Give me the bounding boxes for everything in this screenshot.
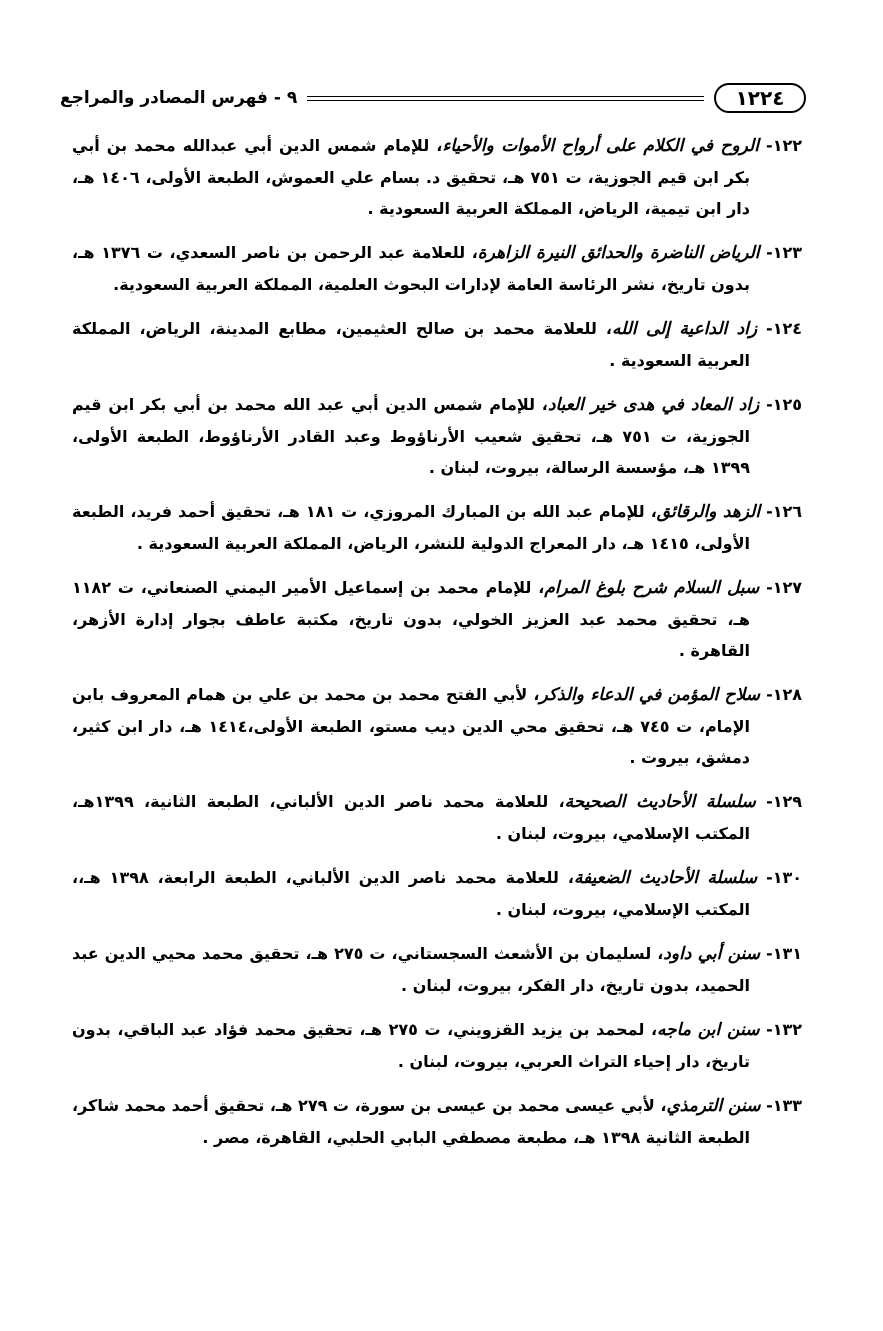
entry-number: ١٢٤- — [766, 319, 802, 338]
entry-number: ١٣١- — [766, 944, 802, 963]
page-header — [60, 80, 806, 116]
reference-entry — [72, 237, 802, 300]
entry-text: ، لسليمان بن الأشعث السجستاني، ت ٢٧٥ هـ، تحقيق محمد محيي الدين عبد الحميد، بدون تاريخ، دار الفكر، بيروت، لبنان . — [72, 944, 750, 995]
reference-entry — [72, 572, 802, 666]
reference-entry — [72, 389, 802, 483]
section-title: ٩ - فهرس المصادر والمراجع — [60, 88, 298, 108]
entry-title: سبل السلام شرح بلوغ المرام — [544, 578, 760, 598]
entry-title: الروح في الكلام على أرواح الأموات والأحياء — [442, 136, 759, 156]
entry-text: ، للإمام عبد الله بن المبارك المروزي، ت ١٨١ هـ، تحقيق أحمد فريد، الطبعة الأولى، ١٤١٥ هـ، دار المعراج الدولية للنشر، الرياض، المملكة العربية السعودية . — [72, 502, 750, 553]
reference-entry — [72, 1090, 802, 1153]
entry-text: ، للعلامة محمد ناصر الدين الألباني، الطبعة الثانية، ١٣٩٩هـ، المكتب الإسلامي، بيروت، لبنان . — [72, 792, 750, 843]
entry-number: ١٢٣- — [766, 243, 803, 262]
entry-number: ١٢٢- — [766, 136, 802, 155]
entry-title: سلسلة الأحاديث الضعيفة — [573, 868, 758, 888]
entry-number: ١٢٥- — [766, 395, 802, 414]
entry-title: سلاح المؤمن في الدعاء والذكر — [539, 685, 760, 705]
entry-title: الرياض الناضرة والحدائق النيرة الزاهرة — [477, 243, 760, 263]
entry-text: ، لأبي عيسى محمد بن عيسى بن سورة، ت ٢٧٩ هـ، تحقيق أحمد محمد شاكر، الطبعة الثانية ١٣٩٨ هـ، مطبعة مصطفي البابي الحلبي، القاهرة، مصر . — [72, 1096, 750, 1147]
entry-text: ، لأبي الفتح محمد بن محمد بن علي بن همام المعروف بابن الإمام، ت ٧٤٥ هـ، تحقيق محي الدين ديب مستو، الطبعة الأولى،١٤١٤ هـ، دار ابن كثير، دمشق، بيروت . — [72, 685, 750, 767]
reference-entry — [72, 786, 802, 849]
reference-entry — [72, 1014, 802, 1077]
entry-title: زاد المعاد في هدى خير العباد — [547, 395, 760, 415]
entry-title: سنن أبي داود — [663, 944, 761, 964]
entry-number: ١٢٩- — [766, 792, 803, 811]
entry-number: ١٢٧- — [766, 578, 802, 597]
entry-text: ، للعلامة محمد بن صالح العثيمين، مطابع المدينة، الرياض، المملكة العربية السعودية . — [72, 319, 750, 370]
entry-number: ١٢٦- — [766, 502, 803, 521]
entry-title: الزهد والرقائق — [656, 502, 761, 522]
reference-entry — [72, 679, 802, 773]
entry-title: سنن الترمذي — [666, 1096, 761, 1116]
reference-list — [72, 130, 802, 1166]
entry-title: سنن ابن ماجه — [657, 1020, 760, 1040]
reference-entry — [72, 130, 802, 224]
entry-text: ، لمحمد بن يزيد القزويني، ت ٢٧٥ هـ، تحقيق محمد فؤاد عبد الباقي، بدون تاريخ، دار إحياء التراث العربي، بيروت، لبنان . — [72, 1020, 750, 1071]
entry-number: ١٣٣- — [766, 1096, 802, 1115]
reference-entry — [72, 862, 802, 925]
page-number: ١٢٢٤ — [714, 83, 806, 113]
header-rule — [307, 96, 704, 101]
reference-entry — [72, 496, 802, 559]
entry-title: سلسلة الأحاديث الصحيحة — [564, 792, 756, 812]
entry-title: زاد الداعية إلى الله — [611, 319, 758, 339]
reference-entry — [72, 938, 802, 1001]
reference-entry — [72, 313, 802, 376]
entry-text: ، للإمام شمس الدين أبي عبد الله محمد بن أبي بكر ابن قيم الجوزية، ت ٧٥١ هـ، تحقيق شعيب الأرناؤوط وعبد القادر الأرناؤوط، الطبعة الأولى، ١٣٩٩ هـ، مؤسسة الرسالة، بيروت، لبنان . — [72, 395, 750, 477]
entry-text: ، للعلامة عبد الرحمن بن ناصر السعدي، ت ١٣٧٦ هـ، بدون تاريخ، نشر الرئاسة العامة لإدارات البحوث العلمية، المملكة العربية السعودية. — [72, 243, 750, 294]
entry-text: ، للإمام محمد بن إسماعيل الأمير اليمني الصنعاني، ت ١١٨٢ هـ، تحقيق محمد عبد العزيز الخولي، بدون تاريخ، مكتبة عاطف بجوار إدارة الأزهر، القاهرة . — [72, 578, 750, 660]
entry-number: ١٣٢- — [766, 1020, 802, 1039]
entry-number: ١٣٠- — [766, 868, 802, 887]
entry-text: ، للعلامة محمد ناصر الدين الألباني، الطبعة الرابعة، ١٣٩٨ هـ،، المكتب الإسلامي، بيروت، لبنان . — [72, 868, 750, 919]
entry-text: ، للإمام شمس الدين أبي عبدالله محمد بن أبي بكر ابن قيم الجوزية، ت ٧٥١ هـ، تحقيق د. بسام علي العموش، الطبعة الأولى، ١٤٠٦ هـ، دار ابن تيمية، الرياض، المملكة العربية السعودية . — [72, 136, 751, 218]
entry-number: ١٢٨- — [766, 685, 802, 704]
